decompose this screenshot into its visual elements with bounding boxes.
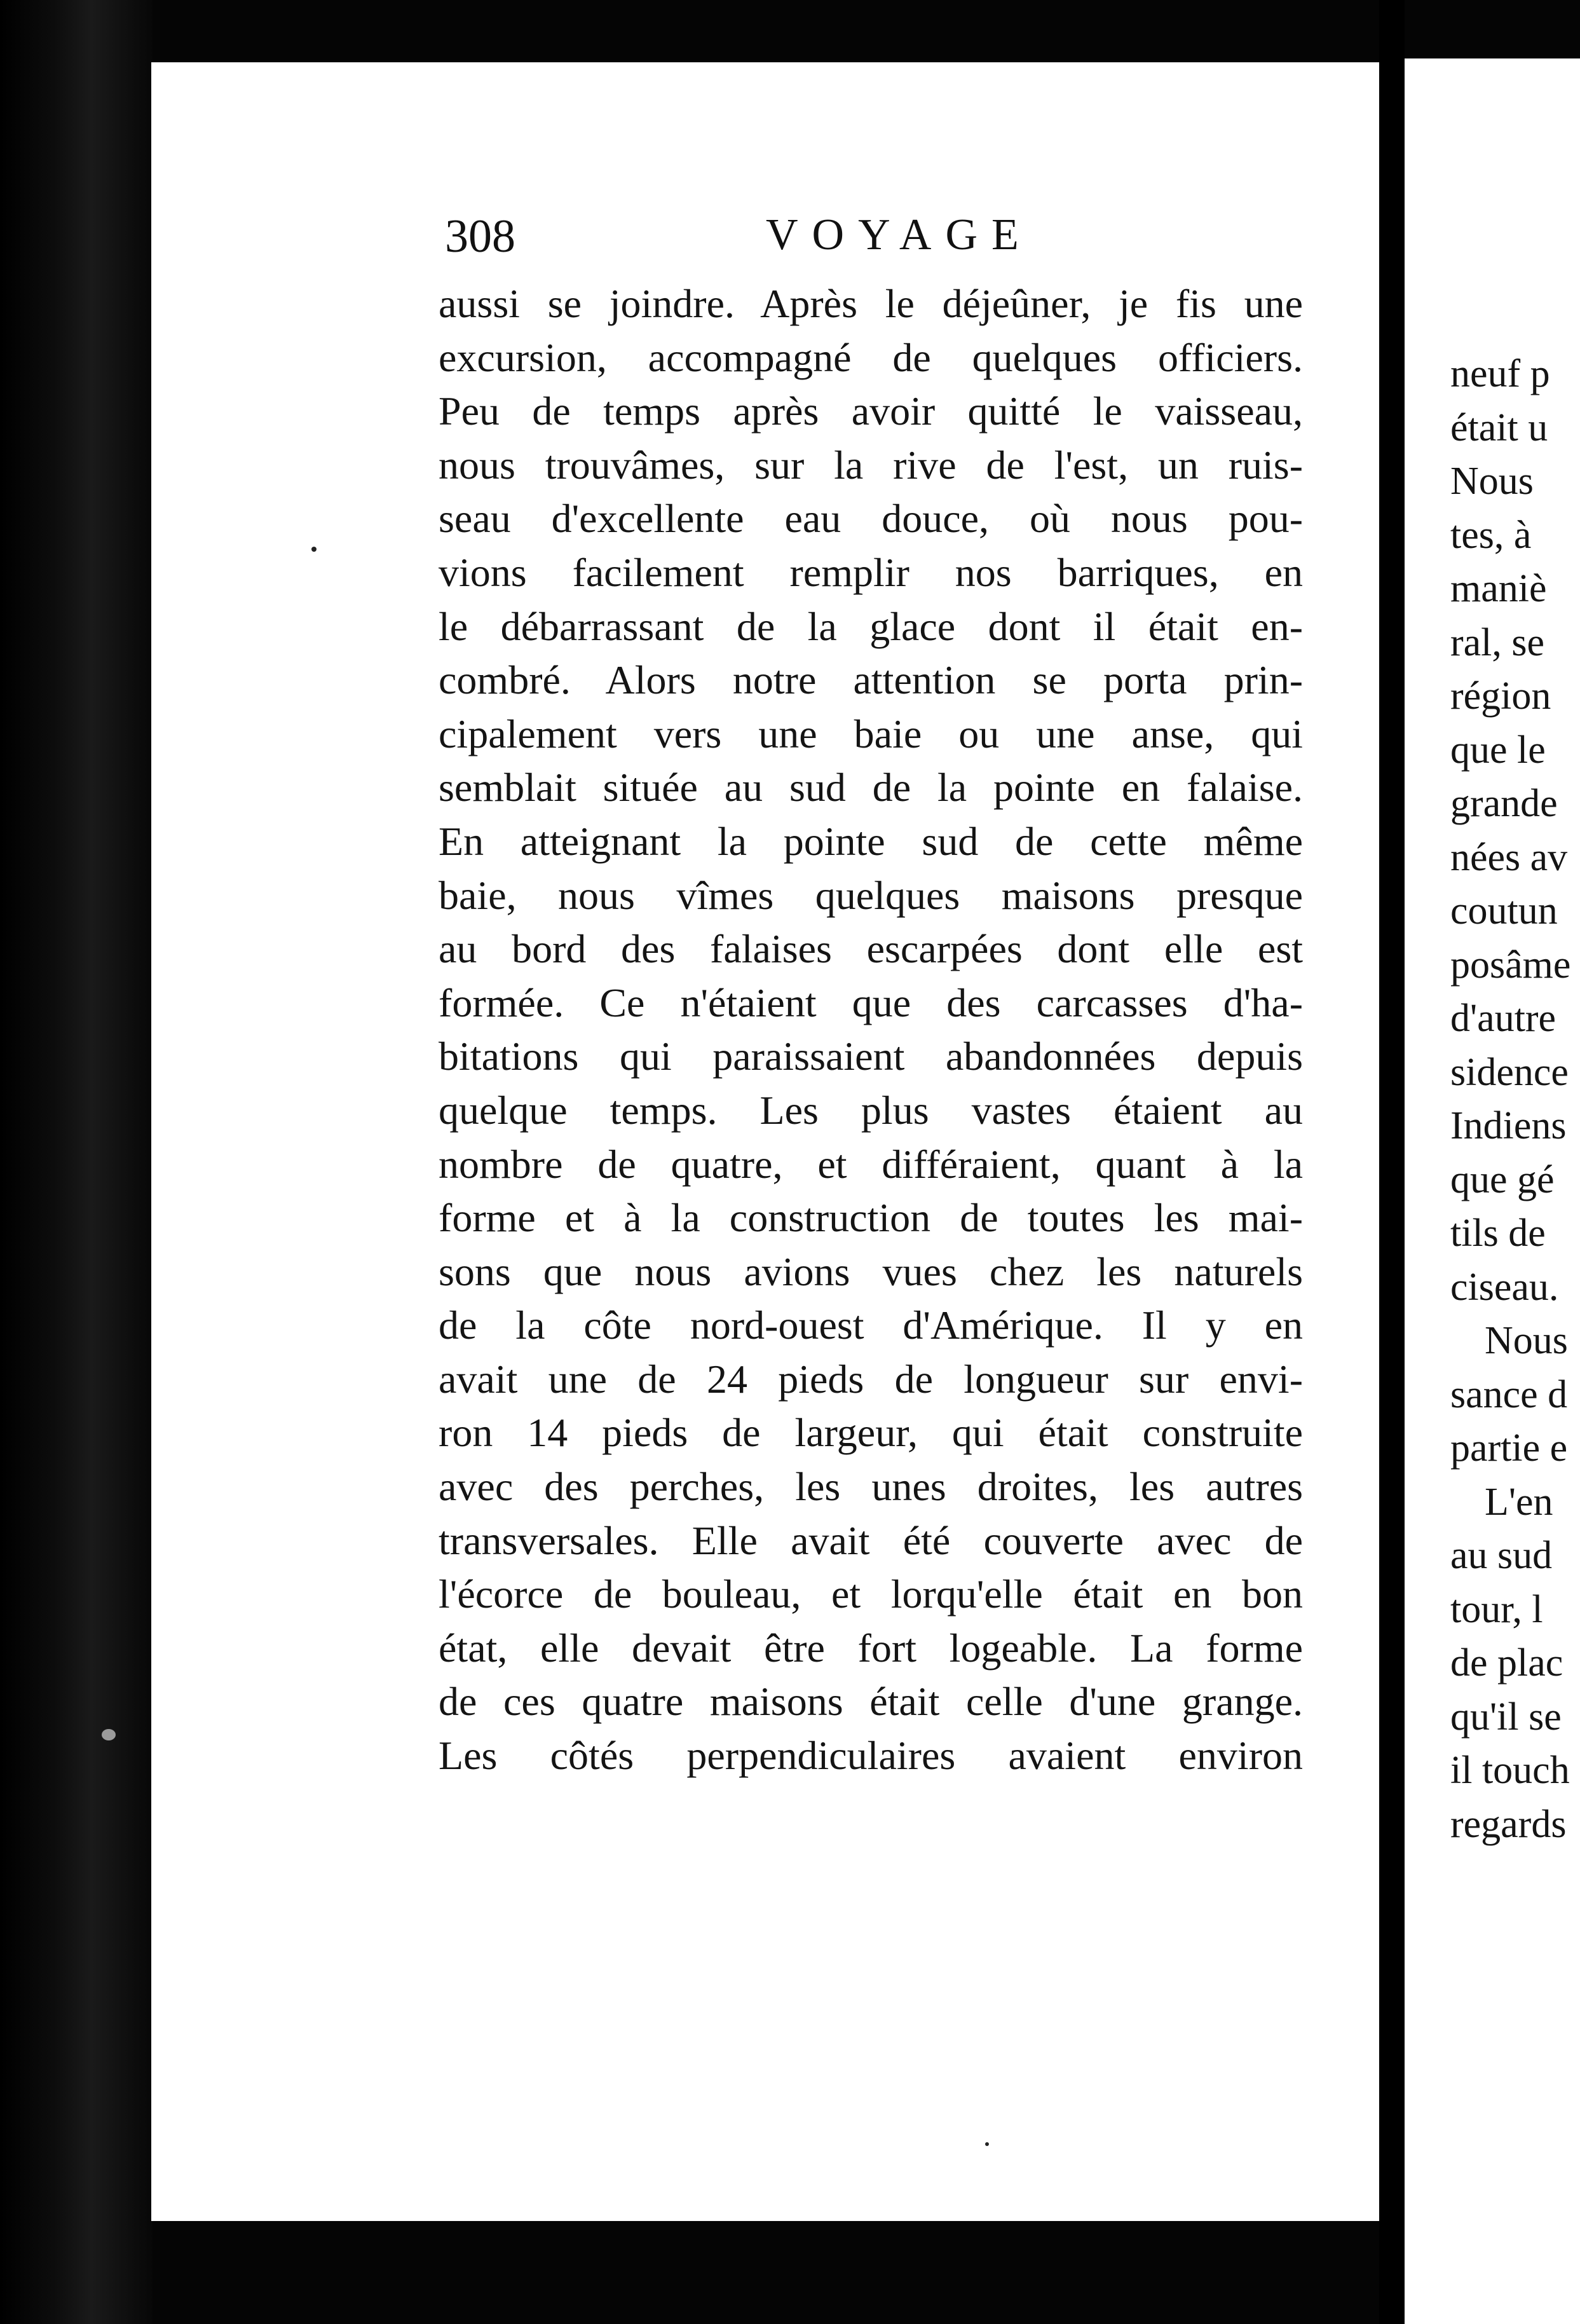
text-line: ron 14 pieds de largeur, qui était construite [439, 1410, 1303, 1456]
text-line-fragment: posâme [1450, 943, 1571, 987]
text-line-fragment: neuf p [1450, 352, 1550, 395]
text-line-fragment: coutun [1450, 889, 1558, 933]
text-line-fragment: tes, à [1450, 513, 1532, 557]
text-line: au bord des falaises escarpées dont elle est [439, 926, 1303, 972]
text-line-fragment: il touch [1450, 1749, 1570, 1792]
text-line: vions facilement remplir nos barriques, en [439, 549, 1303, 595]
text-line-fragment: partie e [1450, 1426, 1568, 1470]
book-spine-shadow [0, 0, 153, 2324]
text-line: forme et à la construction de toutes les mai- [439, 1195, 1303, 1241]
left-page-text [439, 277, 1303, 1783]
text-line-fragment: tils de [1450, 1212, 1546, 1255]
text-line-fragment: ciseau. [1450, 1265, 1559, 1309]
text-line: seau d'excellente eau douce, où nous pou- [439, 496, 1303, 542]
text-line: quelque temps. Les plus vastes étaient au [439, 1087, 1303, 1133]
text-line-fragment: au sud [1450, 1534, 1553, 1577]
text-line-fragment: L'en [1485, 1480, 1553, 1524]
text-line-fragment: tour, l [1450, 1587, 1543, 1631]
text-line-fragment: que le [1450, 728, 1546, 772]
ink-speck [311, 547, 317, 552]
text-line-fragment: d'autre [1450, 997, 1556, 1040]
text-line: nous trouvâmes, sur la rive de l'est, un ruis- [439, 442, 1303, 488]
text-line-fragment: que gé [1450, 1158, 1555, 1201]
text-line: transversales. Elle avait été couverte avec de [439, 1517, 1303, 1563]
text-line: sons que nous avions vues chez les naturels [439, 1248, 1303, 1294]
text-line: excursion, accompagné de quelques officiers. [439, 334, 1303, 380]
text-line: bitations qui paraissaient abandonnées depuis [439, 1034, 1303, 1079]
text-line-fragment: grande [1450, 782, 1558, 825]
running-header [445, 210, 1093, 280]
text-line-fragment: regards [1450, 1802, 1567, 1846]
text-line-fragment: qu'il se [1450, 1695, 1562, 1739]
text-line: formée. Ce n'étaient que des carcasses d'ha- [439, 980, 1303, 1025]
text-line: le débarrassant de la glace dont il était en- [439, 603, 1303, 649]
text-line: cipalement vers une baie ou une anse, qui [439, 711, 1303, 756]
text-line-fragment: ral, se [1450, 620, 1545, 664]
ink-speck [102, 1729, 116, 1740]
text-line: de la côte nord-ouest d'Amérique. Il y en [439, 1302, 1303, 1348]
text-line: l'écorce de bouleau, et lorqu'elle était en bon [439, 1571, 1303, 1617]
text-line-fragment: Nous [1450, 460, 1534, 503]
text-line: état, elle devait être fort logeable. La forme [439, 1625, 1303, 1671]
text-line-fragment: sidence [1450, 1050, 1569, 1094]
text-line: semblait située au sud de la pointe en falaise. [439, 765, 1303, 810]
right-page-text-fragment [1450, 347, 1570, 1851]
text-line: avec des perches, les unes droites, les autres [439, 1464, 1303, 1510]
page-gutter [1379, 0, 1405, 2324]
text-line: avait une de 24 pieds de longueur sur envi- [439, 1356, 1303, 1402]
text-line: de ces quatre maisons était celle d'une grange. [439, 1679, 1303, 1725]
page-number: 308 [445, 210, 515, 263]
text-line: Peu de temps après avoir quitté le vaisseau, [439, 388, 1303, 434]
ink-speck [985, 2142, 989, 2146]
text-line-fragment: de plac [1450, 1641, 1563, 1685]
text-line-fragment: était u [1450, 406, 1548, 449]
text-line: aussi se joindre. Après le déjeûner, je fis une [439, 281, 1303, 326]
text-line: En atteignant la pointe sud de cette même [439, 818, 1303, 864]
text-line-fragment: région [1450, 674, 1551, 718]
text-line-fragment: maniè [1450, 567, 1547, 610]
text-line-fragment: Nous [1485, 1319, 1568, 1362]
text-line: Les côtés perpendiculaires avaient environ [439, 1733, 1303, 1779]
text-line: nombre de quatre, et différaient, quant à la [439, 1141, 1303, 1187]
text-line-fragment: nées av [1450, 835, 1568, 879]
text-line: baie, nous vîmes quelques maisons presque [439, 872, 1303, 918]
running-title: VOYAGE [766, 210, 1033, 259]
text-line-fragment: Indiens [1450, 1104, 1567, 1147]
text-line-fragment: sance d [1450, 1372, 1568, 1416]
text-line: combré. Alors notre attention se porta prin- [439, 657, 1303, 703]
